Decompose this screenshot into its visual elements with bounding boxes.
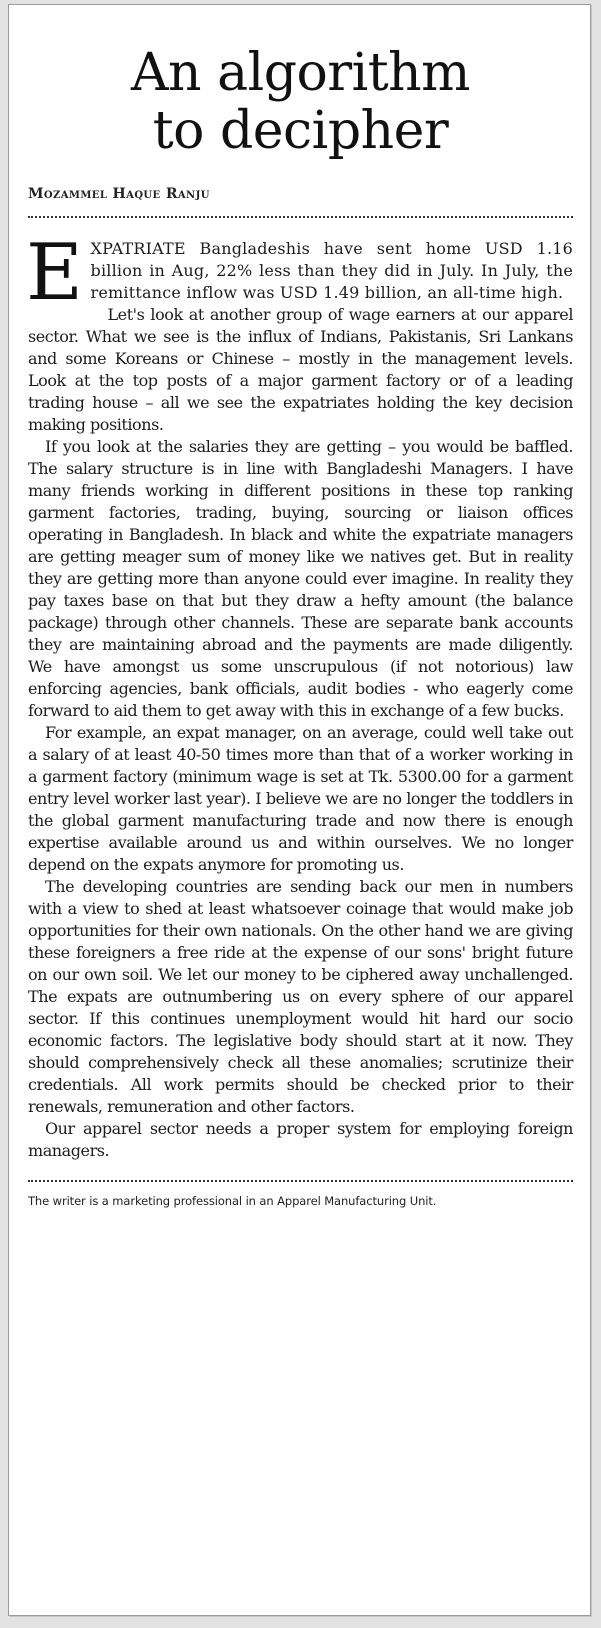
paragraph-1 (26, 228, 573, 318)
headline-line-2: to decipher (152, 101, 449, 161)
paragraph-4: For example, an expat manager, on an average, could well take out a salary of at least 40-50 times more than that of a worker working in a garment factory (minimum wage is set at Tk. 5300.00 for a garment entry level worker last year). I believe we are no longer the toddlers in the global garment manufacturing trade and now there is enough expertise available around us and within ourselves. We no longer depend on the expats anymore for promoting us. (28, 723, 573, 874)
author-footnote: The writer is a marketing professional in an Apparel Manufacturing Unit. (28, 1194, 437, 1208)
paragraph-5: The developing countries are sending back our men in numbers with a view to shed at least whatsoever coinage that would make job opportunities for their own nationals. On the other hand we are giving these foreigners a free ride at the expense of our sons' bright future on our own soil. We let our money to be ciphered away unchallenged. The expats are outnumbering us on every sphere of our apparel sector. If this continues unemployment would hit hard our socio economic factors. The legislative body should start at it now. They should comprehensively check all these anomalies; scrutinize their credentials. All work permits should be checked prior to their renewals, remuneration and other factors. (28, 877, 573, 1116)
newspaper-clipping (8, 4, 591, 1616)
dotted-divider-bottom (28, 1180, 573, 1182)
headline-line-1: An algorithm (131, 43, 470, 103)
dotted-divider-top (28, 216, 573, 218)
paragraph-6: Our apparel sector needs a proper system for employing foreign managers. (28, 1119, 573, 1160)
paragraph-3: If you look at the salaries they are getting – you would be baffled. The salary structure is in line with Bangladeshi Managers. I have many friends working in different positions in these top ranking garment factories, trading, buying, sourcing or liaison offices operating in Bangladesh. In black and white the expatriate managers are getting meager sum of money like we natives get. But in reality they are getting more than anyone could ever imagine. In reality they pay taxes base on that but they draw a hefty amount (the balance package) through other channels. These are separate bank accounts they are maintaining abroad and the payments are made diligently. We have amongst us some unscrupulous (if not notorious) law enforcing agencies, bank officials, audit bodies - who eagerly come forward to aid them to get away with this in exchange of a few bucks. (28, 437, 573, 720)
paragraph-1-text: XPATRIATE Bangladeshis have sent home USD 1.16 billion in Aug, 22% less than they did in July. In July, the remittance inflow was USD 1.49 billion, an all-time high. (90, 239, 573, 302)
paragraph-2: Let's look at another group of wage earners at our apparel sector. What we see is the influx of Indians, Pakistanis, Sri Lankans and some Koreans or Chinese – mostly in the management levels. Look at the top posts of a major garment factory or of a leading trading house – all we see the expatriates holding the key decision making positions. (28, 305, 573, 434)
author-byline: Mozammel Haque Ranju (28, 186, 210, 202)
article-body (26, 228, 573, 1162)
headline (28, 44, 573, 160)
drop-cap: E (26, 228, 83, 318)
